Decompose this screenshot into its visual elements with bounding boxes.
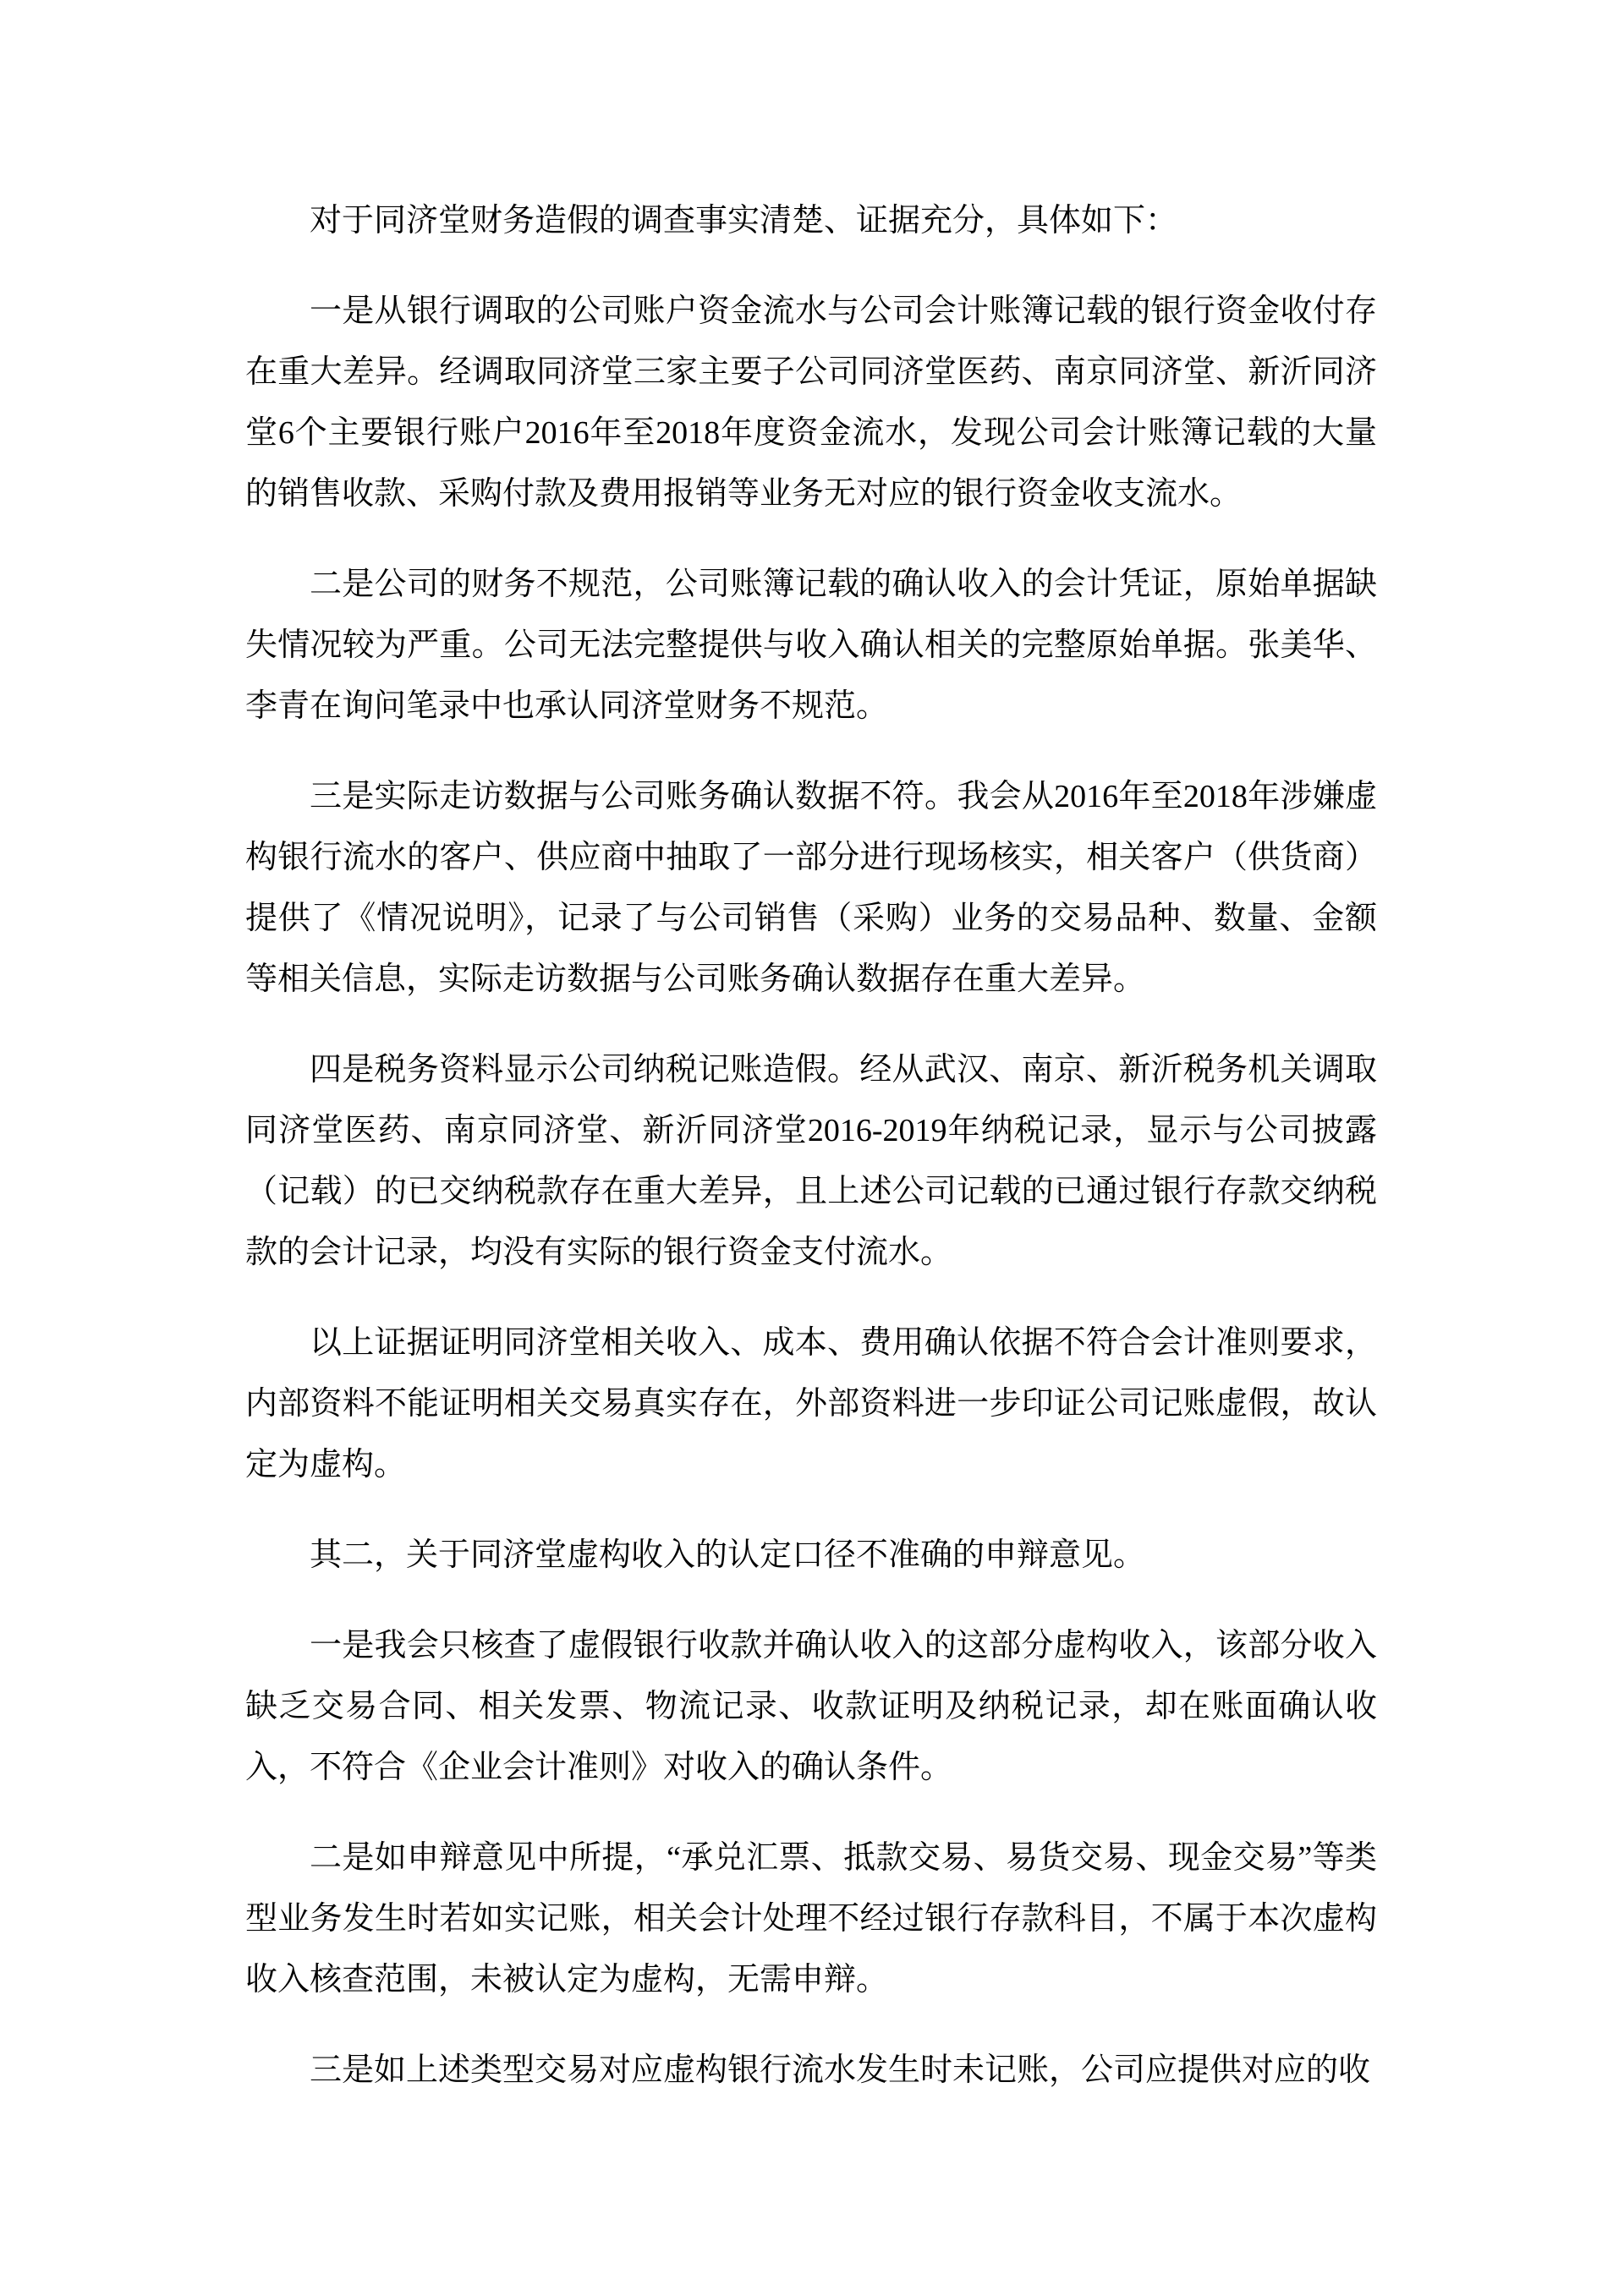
body-paragraph: 二是如申辩意见中所提，“承兑汇票、抵款交易、易货交易、现金交易”等类型业务发生时若如实记账，相关会计处理不经过银行存款科目，不属于本次虚构收入核查范围，未被认定为虚构，无需申辩。	[245, 1840, 1377, 1997]
body-paragraph: 一是我会只核查了虚假银行收款并确认收入的这部分虚构收入，该部分收入缺乏交易合同、相关发票、物流记录、收款证明及纳税记录，却在账面确认收入，不符合《企业会计准则》对收入的确认条件。	[245, 1628, 1377, 1785]
body-paragraph: 以上证据证明同济堂相关收入、成本、费用确认依据不符合会计准则要求，内部资料不能证明相关交易真实存在，外部资料进一步印证公司记账虚假，故认定为虚构。	[245, 1325, 1377, 1482]
body-paragraph: 三是如上述类型交易对应虚构银行流水发生时未记账，公司应提供对应的收	[310, 2052, 1371, 2088]
body-paragraph: 三是实际走访数据与公司账务确认数据不符。我会从2016年至2018年涉嫌虚构银行流水的客户、供应商中抽取了一部分进行现场核实，相关客户（供货商）提供了《情况说明》，记录了与公司销售（采购）业务的交易品种、数量、金额等相关信息，实际走访数据与公司账务确认数据存在重大差异。	[245, 779, 1377, 997]
body-paragraph: 二是公司的财务不规范，公司账簿记载的确认收入的会计凭证，原始单据缺失情况较为严重。公司无法完整提供与收入确认相关的完整原始单据。张美华、李青在询问笔录中也承认同济堂财务不规范。	[245, 567, 1377, 724]
body-paragraph: 四是税务资料显示公司纳税记账造假。经从武汉、南京、新沂税务机关调取同济堂医药、南京同济堂、新沂同济堂2016-2019年纳税记录，显示与公司披露（记载）的已交纳税款存在重大差异，且上述公司记载的已通过银行存款交纳税款的会计记录，均没有实际的银行资金支付流水。	[245, 1052, 1377, 1270]
body-paragraph: 其二，关于同济堂虚构收入的认定口径不准确的申辩意见。	[310, 1537, 1146, 1573]
body-paragraph: 一是从银行调取的公司账户资金流水与公司会计账簿记载的银行资金收付存在重大差异。经调取同济堂三家主要子公司同济堂医药、南京同济堂、新沂同济堂6个主要银行账户2016年至2018年度资金流水，发现公司会计账簿记载的大量的销售收款、采购付款及费用报销等业务无对应的银行资金收支流水。	[245, 293, 1377, 512]
body-paragraph: 对于同济堂财务造假的调查事实清楚、证据充分，具体如下：	[310, 203, 1178, 238]
text-block	[245, 0, 1377, 2101]
